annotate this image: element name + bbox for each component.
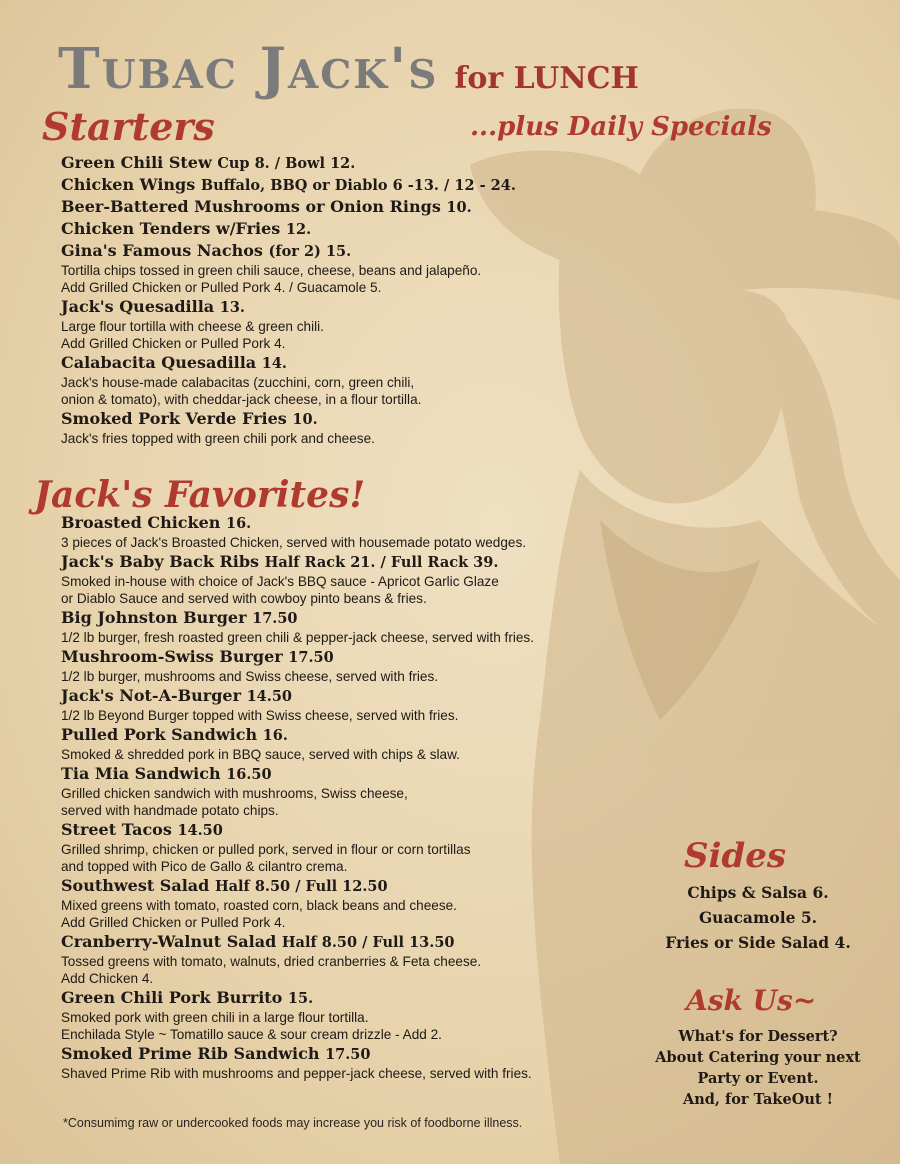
menu-item-description: Tortilla chips tossed in green chili sauce, cheese, beans and jalapeño. xyxy=(61,263,482,278)
menu-item-description: Shaved Prime Rib with mushrooms and pepper-jack cheese, served with fries. xyxy=(61,1066,532,1081)
menu-item-price: 10. xyxy=(446,199,472,216)
menu-item-line xyxy=(61,240,641,262)
menu-item xyxy=(61,174,641,196)
restaurant-name: Tubac Jack's xyxy=(58,36,439,102)
menu-item-line xyxy=(61,408,641,430)
menu-item-price: 13. xyxy=(219,299,245,316)
menu-item-description: Smoked & shredded pork in BBQ sauce, served with chips & slaw. xyxy=(61,747,460,762)
menu-item xyxy=(61,512,641,551)
menu-item-price: Buffalo, BBQ or Diablo 6 -13. / 12 - 24. xyxy=(200,177,516,194)
menu-item-name: Jack's Not-A-Burger xyxy=(61,686,242,705)
menu-item-description: Smoked pork with green chili in a large flour tortilla. xyxy=(61,1010,369,1025)
menu-item-line xyxy=(61,724,641,746)
menu-item-price: 12. xyxy=(285,221,312,238)
menu-item-name: Smoked Pork Verde Fries xyxy=(61,409,287,428)
menu-item-description: Add Grilled Chicken or Pulled Pork 4. / Guacamole 5. xyxy=(61,280,382,295)
ask-us-item: What's for Dessert? xyxy=(678,1028,838,1045)
starters-heading: Starters xyxy=(42,104,215,149)
menu-item-price: 15. xyxy=(287,990,314,1007)
menu-item-description: 1/2 lb burger, mushrooms and Swiss cheese, served with fries. xyxy=(61,669,439,684)
menu-item-name: Big Johnston Burger xyxy=(61,608,247,627)
menu-item-line xyxy=(61,763,641,785)
menu-item-price: 14.50 xyxy=(246,688,292,705)
menu-item xyxy=(61,352,641,408)
menu-item xyxy=(61,296,641,352)
menu-item-price: Cup 8. / Bowl 12. xyxy=(217,155,356,172)
menu-item-name: Broasted Chicken xyxy=(61,513,221,532)
menu-item xyxy=(61,607,641,646)
menu-item xyxy=(61,408,641,447)
menu-item-line xyxy=(61,296,641,318)
menu-item-line xyxy=(61,931,641,953)
menu-item-description: and topped with Pico de Gallo & cilantro crema. xyxy=(61,859,348,874)
menu-item-description: Large flour tortilla with cheese & green chili. xyxy=(61,319,324,334)
menu-item-description: Mixed greens with tomato, roasted corn, black beans and cheese. xyxy=(61,898,457,913)
menu-item-price: 16. xyxy=(262,727,288,744)
menu-item-line xyxy=(61,987,641,1009)
menu-item-name: Green Chili Pork Burrito xyxy=(61,988,283,1007)
menu-item-name: Mushroom-Swiss Burger xyxy=(61,647,283,666)
menu-item-price: (for 2) 15. xyxy=(268,243,352,260)
food-safety-disclaimer: *Consumimg raw or undercooked foods may increase you risk of foodborne illness. xyxy=(63,1116,523,1130)
side-item: Chips & Salsa 6. xyxy=(687,883,829,902)
menu-item xyxy=(61,763,641,819)
menu-item-price: 14.50 xyxy=(177,822,223,839)
menu-item-description: 3 pieces of Jack's Broasted Chicken, served with housemade potato wedges. xyxy=(61,535,527,550)
menu-item-description: Add Grilled Chicken or Pulled Pork 4. xyxy=(61,915,286,930)
menu-subtitle: for LUNCH xyxy=(454,61,639,96)
menu-item-description: Jack's fries topped with green chili pork and cheese. xyxy=(61,431,375,446)
menu-item-price: 17.50 xyxy=(325,1046,371,1063)
menu-item-price: 16.50 xyxy=(226,766,272,783)
ask-us-item: And, for TakeOut ! xyxy=(683,1091,833,1108)
menu-item-price: 16. xyxy=(226,515,252,532)
favorites-heading: Jack's Favorites! xyxy=(34,474,366,516)
menu-item xyxy=(61,218,641,240)
menu-item-description: Tossed greens with tomato, walnuts, dried cranberries & Feta cheese. xyxy=(61,954,482,969)
favorites-list xyxy=(61,512,641,1082)
menu-item xyxy=(61,240,641,296)
menu-item-description: 1/2 lb burger, fresh roasted green chili & pepper-jack cheese, served with fries. xyxy=(61,630,535,645)
menu-item-name: Pulled Pork Sandwich xyxy=(61,725,258,744)
menu-item-name: Smoked Prime Rib Sandwich xyxy=(61,1044,320,1063)
ask-us-item: About Catering your next Party or Event. xyxy=(655,1049,861,1087)
menu-item-name: Beer-Battered Mushrooms or Onion Rings xyxy=(61,197,441,216)
menu-item-name: Jack's Quesadilla xyxy=(61,297,215,316)
menu-item xyxy=(61,931,641,987)
menu-item-price: Half Rack 21. / Full Rack 39. xyxy=(264,554,499,571)
menu-item xyxy=(61,819,641,875)
menu-item-name: Green Chili Stew xyxy=(61,153,212,172)
menu-item-line xyxy=(61,607,641,629)
menu-item-line xyxy=(61,819,641,841)
menu-item-line xyxy=(61,551,641,573)
menu-item-description: Jack's house-made calabacitas (zucchini, corn, green chili, xyxy=(61,375,415,390)
menu-item-name: Jack's Baby Back Ribs xyxy=(61,552,260,571)
menu-item xyxy=(61,551,641,607)
side-item: Guacamole 5. xyxy=(698,908,818,927)
menu-item-line xyxy=(61,352,641,374)
menu-item xyxy=(61,1043,641,1082)
menu-item xyxy=(61,646,641,685)
menu-item-description: Add Grilled Chicken or Pulled Pork 4. xyxy=(61,336,286,351)
sides-list xyxy=(648,880,868,955)
menu-item-line xyxy=(61,196,641,218)
menu-item-line xyxy=(61,174,641,196)
daily-specials-tagline: ...plus Daily Specials xyxy=(470,112,772,142)
menu-item xyxy=(61,196,641,218)
menu-item xyxy=(61,987,641,1043)
ask-us-heading: Ask Us~ xyxy=(686,984,817,1017)
menu-item xyxy=(61,685,641,724)
sides-heading: Sides xyxy=(684,836,787,876)
menu-item-name: Cranberry-Walnut Salad xyxy=(61,932,277,951)
menu-item-description: Grilled chicken sandwich with mushrooms, Swiss cheese, xyxy=(61,786,408,801)
menu-item-description: 1/2 lb Beyond Burger topped with Swiss cheese, served with fries. xyxy=(61,708,459,723)
menu-item-name: Chicken Tenders w/Fries xyxy=(61,219,281,238)
menu-item-name: Chicken Wings xyxy=(61,175,196,194)
menu-item-line xyxy=(61,152,641,174)
menu-item-description: Grilled shrimp, chicken or pulled pork, served in flour or corn tortillas xyxy=(61,842,471,857)
menu-item-description: onion & tomato), with cheddar-jack cheese, in a flour tortilla. xyxy=(61,392,422,407)
starters-list xyxy=(61,152,641,447)
menu-item xyxy=(61,724,641,763)
menu-title xyxy=(58,36,639,102)
menu-item-price: Half 8.50 / Full 13.50 xyxy=(281,934,455,951)
menu-item-line xyxy=(61,685,641,707)
ask-us-list xyxy=(648,1026,868,1110)
menu-item xyxy=(61,875,641,931)
menu-item-price: 17.50 xyxy=(288,649,334,666)
menu-item-price: 14. xyxy=(261,355,287,372)
menu-item-line xyxy=(61,218,641,240)
menu-item-description: or Diablo Sauce and served with cowboy pinto beans & fries. xyxy=(61,591,427,606)
menu-item-price: 10. xyxy=(292,411,318,428)
menu-item-name: Southwest Salad xyxy=(61,876,210,895)
menu-item xyxy=(61,152,641,174)
menu-item-name: Street Tacos xyxy=(61,820,172,839)
menu-item-line xyxy=(61,646,641,668)
menu-item-name: Gina's Famous Nachos xyxy=(61,241,263,260)
side-item: Fries or Side Salad 4. xyxy=(665,933,851,952)
menu-item-description: Add Chicken 4. xyxy=(61,971,154,986)
menu-item-name: Calabacita Quesadilla xyxy=(61,353,257,372)
menu-item-line xyxy=(61,875,641,897)
menu-item-line xyxy=(61,1043,641,1065)
menu-item-description: Smoked in-house with choice of Jack's BBQ sauce - Apricot Garlic Glaze xyxy=(61,574,499,589)
menu-item-price: 17.50 xyxy=(252,610,298,627)
menu-item-line xyxy=(61,512,641,534)
menu-item-description: served with handmade potato chips. xyxy=(61,803,279,818)
menu-item-name: Tia Mia Sandwich xyxy=(61,764,221,783)
menu-item-description: Enchilada Style ~ Tomatillo sauce & sour cream drizzle - Add 2. xyxy=(61,1027,442,1042)
menu-item-price: Half 8.50 / Full 12.50 xyxy=(214,878,388,895)
